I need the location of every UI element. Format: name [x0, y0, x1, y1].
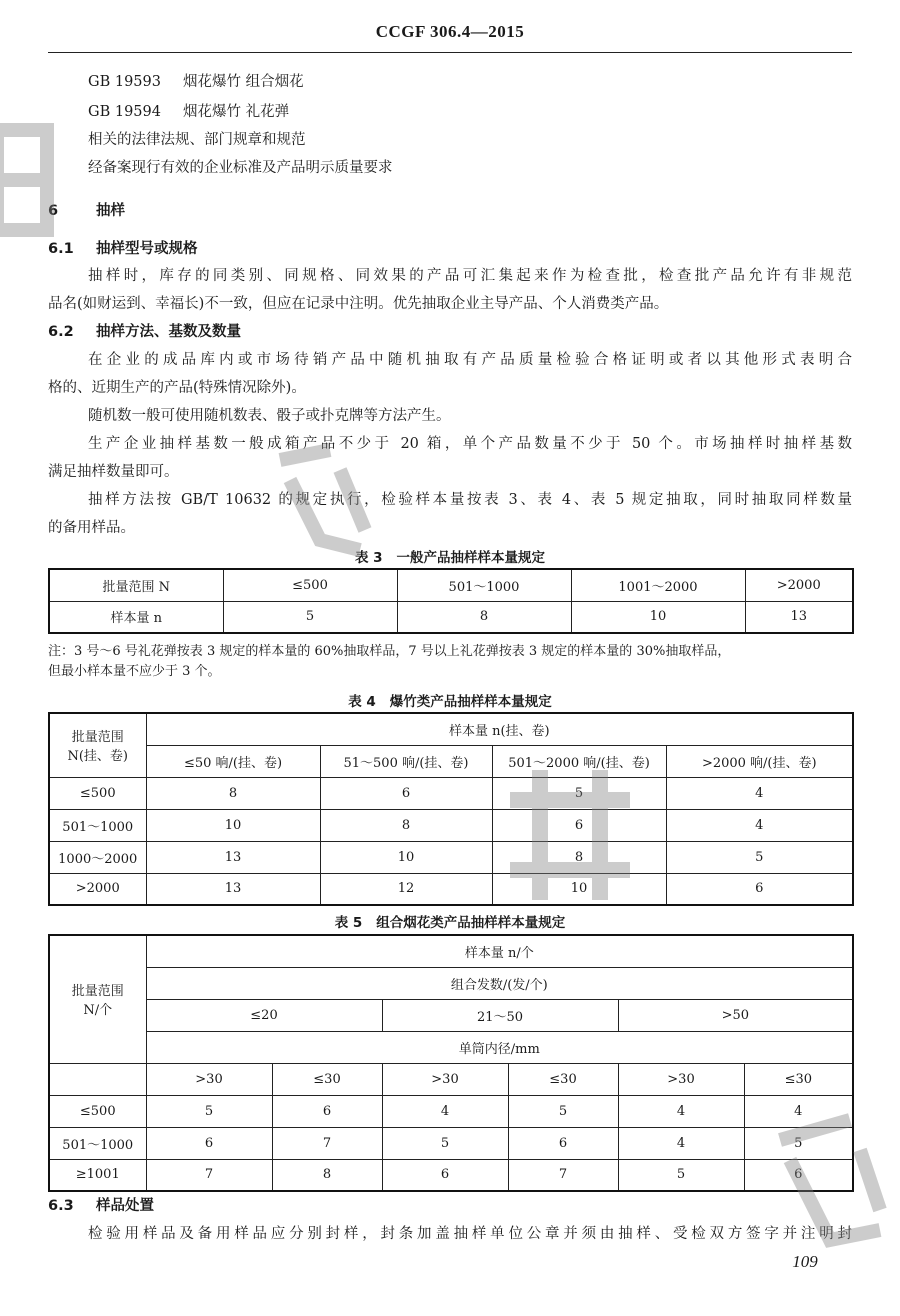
table-row: [49, 1127, 853, 1159]
table-number: 表 5: [334, 915, 363, 931]
reference-code: GB 19594: [88, 104, 161, 120]
table-row-header: 1000～2000: [49, 841, 146, 873]
table-cell: 6: [146, 1127, 272, 1159]
table-title: 爆竹类产品抽样样本量规定: [389, 694, 552, 710]
table-cell: 8: [320, 809, 492, 841]
table-cell: 5: [744, 1127, 853, 1159]
table-cell: 5: [666, 841, 853, 873]
table-cell: 10: [146, 809, 320, 841]
table-group-header: 样本量 n(挂、卷): [146, 713, 853, 745]
table-cell: 8: [397, 601, 571, 633]
table-5: [48, 934, 854, 1192]
table-cell: 4: [618, 1127, 744, 1159]
page-number: 109: [792, 1252, 818, 1271]
table-3: [48, 568, 854, 634]
table-cell: 12: [320, 873, 492, 905]
section-heading: [48, 201, 125, 221]
table-column-header: ≤30: [744, 1063, 853, 1095]
reference-code: GB 19593: [88, 74, 161, 90]
reference-item: [88, 72, 304, 92]
table-cell: 13: [146, 873, 320, 905]
table-cell: ≤500: [223, 569, 397, 601]
table-row-header: ≥1001: [49, 1159, 146, 1191]
table-corner-header: [49, 713, 146, 777]
table-row: [49, 1095, 853, 1127]
subsection-number: 6.1: [48, 241, 74, 257]
table-column-header: ≤30: [508, 1063, 618, 1095]
table-row-header: >2000: [49, 873, 146, 905]
table-row-header: 批量范围 N: [49, 569, 223, 601]
table-column-header: ≤30: [272, 1063, 382, 1095]
paragraph-line: 生产企业抽样基数一般成箱产品不少于 20 箱，单个产品数量不少于 50 个。市场抽样时抽样基数: [88, 436, 852, 452]
table-row-header: 501～1000: [49, 809, 146, 841]
paragraph-line: 在企业的成品库内或市场待销产品中随机抽取有产品质量检验合格证明或者以其他形式表明合: [88, 352, 852, 368]
corner-line: N/个: [83, 1003, 113, 1019]
table-number: 表 4: [348, 694, 376, 710]
section-number: 6: [48, 203, 59, 219]
table-cell: 7: [508, 1159, 618, 1191]
table-cell: 5: [618, 1159, 744, 1191]
table-column-header: >2000 响/(挂、卷): [666, 745, 853, 777]
watermark-mark: [0, 120, 62, 240]
section-title: 抽样: [96, 203, 125, 219]
table-number: 表 3: [354, 550, 383, 566]
table-row-header: 样本量 n: [49, 601, 223, 633]
table-cell: 501～1000: [397, 569, 571, 601]
paragraph-line: 满足抽样数量即可。: [48, 464, 179, 480]
table-column-header: 51～500 响/(挂、卷): [320, 745, 492, 777]
subsection-heading: [48, 239, 198, 259]
paragraph-line: 检验用样品及备用样品应分别封样，封条加盖抽样单位公章并须由抽样、受检双方签字并注明封: [88, 1226, 852, 1242]
table-group-header: 组合发数/(发/个): [146, 967, 853, 999]
subsection-heading: [48, 322, 241, 342]
table-note: [48, 642, 852, 682]
table-column-header: >30: [382, 1063, 508, 1095]
table-column-header: 21～50: [382, 999, 618, 1031]
paragraph-line: 品名(如财运到、幸福长)不一致，但应在记录中注明。优先抽取企业主导产品、个人消费类产品。: [48, 296, 669, 312]
table-column-header: ≤20: [146, 999, 382, 1031]
table-title: 一般产品抽样样本量规定: [396, 550, 546, 566]
table-row-header: 501～1000: [49, 1127, 146, 1159]
table-row: [49, 1159, 853, 1191]
table-cell: 4: [382, 1095, 508, 1127]
table-column-header: >50: [618, 999, 853, 1031]
table-cell: 4: [666, 809, 853, 841]
table-note-line: 注：3 号～6 号礼花弹按表 3 规定的样本量的 60%抽取样品，7 号以上礼花弹按表 3 规定的样本量的 30%抽取样品，: [48, 644, 731, 659]
table-cell: 7: [146, 1159, 272, 1191]
subsection-number: 6.2: [48, 324, 74, 340]
table-cell: 10: [492, 873, 666, 905]
table-row: [49, 777, 853, 809]
table-cell: 4: [744, 1095, 853, 1127]
table-cell: 6: [508, 1127, 618, 1159]
table-cell: 8: [492, 841, 666, 873]
reference-line: 相关的法律法规、部门规章和规范: [88, 132, 306, 148]
table-cell: 1001～2000: [571, 569, 745, 601]
table-cell: 4: [618, 1095, 744, 1127]
table-caption: [0, 690, 900, 710]
subsection-title: 抽样型号或规格: [96, 241, 198, 257]
table-column-header: >30: [618, 1063, 744, 1095]
table-cell: 5: [146, 1095, 272, 1127]
paragraph-line: 抽样方法按 GB/T 10632 的规定执行，检验样本量按表 3、表 4、表 5 规定抽取，同时抽取同样数量: [88, 492, 852, 508]
table-cell: 13: [745, 601, 853, 633]
table-cell: 6: [320, 777, 492, 809]
table-row: [49, 841, 853, 873]
table-row: [49, 873, 853, 905]
reference-item: [88, 102, 289, 122]
table-cell: 6: [272, 1095, 382, 1127]
table-row: [49, 809, 853, 841]
table-cell: 8: [272, 1159, 382, 1191]
table-cell: 6: [666, 873, 853, 905]
table-group-header: 样本量 n/个: [146, 935, 853, 967]
table-group-header: 单筒内径/mm: [146, 1031, 853, 1063]
reference-line: 经备案现行有效的企业标准及产品明示质量要求: [88, 160, 393, 176]
table-cell: >2000: [745, 569, 853, 601]
paragraph-line: 抽样时，库存的同类别、同规格、同效果的产品可汇集起来作为检查批，检查批产品允许有非规范: [88, 268, 852, 284]
table-cell: 6: [382, 1159, 508, 1191]
table-cell: 10: [320, 841, 492, 873]
table-cell: 5: [492, 777, 666, 809]
standard-code-header: CCGF 306.4—2015: [375, 22, 525, 41]
header-rule: [48, 52, 852, 53]
paragraph-line: 格的、近期生产的产品(特殊情况除外)。: [48, 380, 306, 396]
table-caption: [0, 546, 900, 566]
table-cell: 6: [744, 1159, 853, 1191]
reference-title: 烟花爆竹 礼花弹: [183, 104, 290, 120]
table-row-header: ≤500: [49, 777, 146, 809]
subsection-title: 样品处置: [96, 1198, 154, 1214]
table-column-header: 501～2000 响/(挂、卷): [492, 745, 666, 777]
table-note-line: 但最小样本量不应少于 3 个。: [48, 664, 221, 679]
table-4: [48, 712, 854, 906]
subsection-heading: [48, 1196, 154, 1216]
table-title: 组合烟花类产品抽样样本量规定: [376, 915, 566, 931]
table-cell: 13: [146, 841, 320, 873]
corner-line: 批量范围: [71, 984, 124, 1000]
table-caption: [0, 911, 900, 931]
subsection-title: 抽样方法、基数及数量: [96, 324, 241, 340]
table-cell: 10: [571, 601, 745, 633]
table-cell: 4: [666, 777, 853, 809]
subsection-number: 6.3: [48, 1198, 74, 1214]
paragraph-line: 随机数一般可使用随机数表、骰子或扑克牌等方法产生。: [88, 408, 451, 424]
corner-line: 批量范围: [71, 730, 124, 746]
corner-line: N(挂、卷): [67, 749, 129, 765]
table-corner-header: [49, 935, 146, 1063]
table-cell: 7: [272, 1127, 382, 1159]
table-cell: 6: [492, 809, 666, 841]
reference-title: 烟花爆竹 组合烟花: [183, 74, 304, 90]
table-column-header: ≤50 响/(挂、卷): [146, 745, 320, 777]
table-cell: 5: [223, 601, 397, 633]
table-row-header: ≤500: [49, 1095, 146, 1127]
table-cell: 8: [146, 777, 320, 809]
paragraph-line: 的备用样品。: [48, 520, 135, 536]
table-cell-blank: [49, 1063, 146, 1095]
table-cell: 5: [508, 1095, 618, 1127]
table-column-header: >30: [146, 1063, 272, 1095]
table-cell: 5: [382, 1127, 508, 1159]
